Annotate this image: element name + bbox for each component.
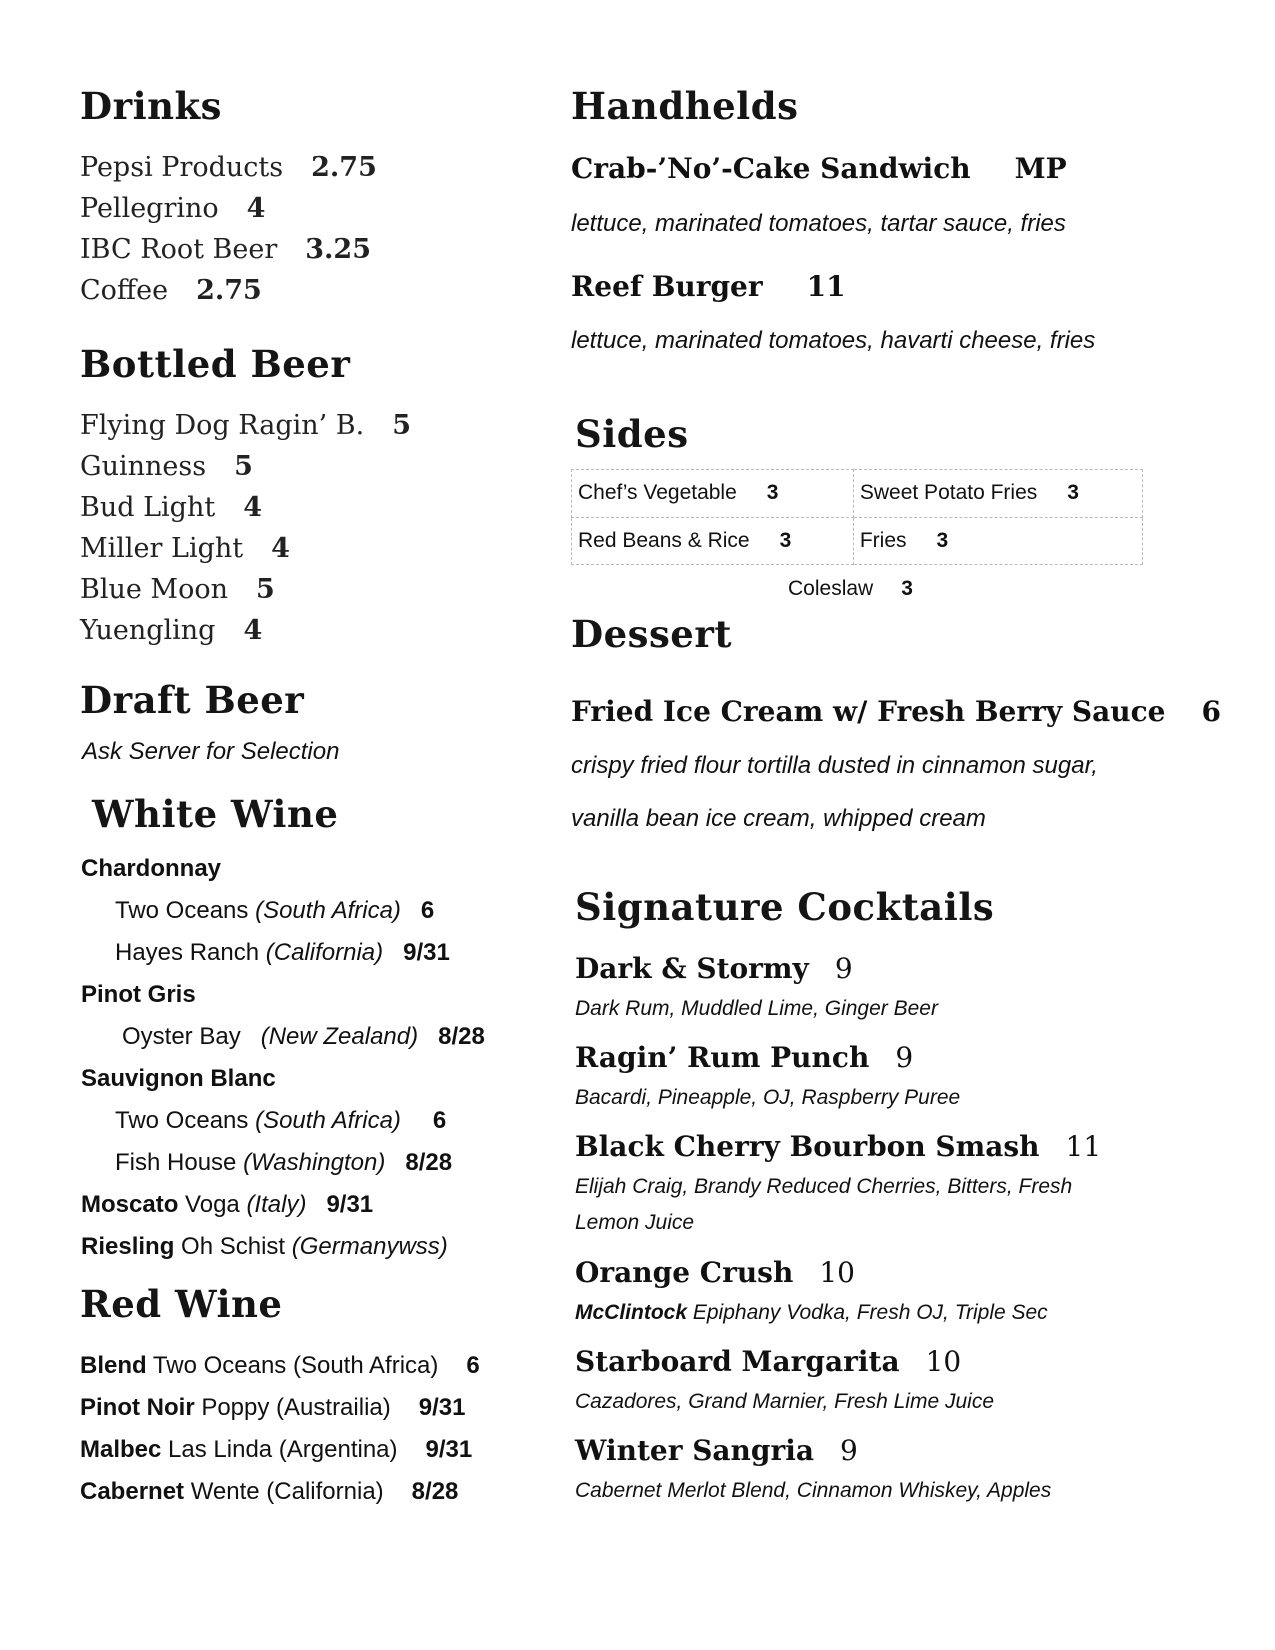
menu-item-desc: Bacardi, Pineapple, OJ, Raspberry Puree <box>575 1086 961 1109</box>
beer-item: Bud Light 4 <box>80 492 262 523</box>
menu-item-title: Crab-’No’-Cake Sandwich MP <box>571 152 1067 185</box>
red-wine-heading: Red Wine <box>80 1282 283 1326</box>
wine-item: Moscato Voga (Italy) 9/31 <box>81 1191 374 1218</box>
cocktails-heading: Signature Cocktails <box>575 885 995 929</box>
menu-item-desc: lettuce, marinated tomatoes, tartar sauce, fries <box>571 210 1066 237</box>
beer-item: Yuengling 4 <box>80 615 263 646</box>
menu-item-title: Starboard Margarita 10 <box>575 1345 962 1378</box>
dessert-heading: Dessert <box>571 612 732 656</box>
table-row <box>572 517 1143 565</box>
menu-item-desc: Lemon Juice <box>575 1211 695 1234</box>
drink-item: Coffee 2.75 <box>80 275 262 306</box>
menu-item-desc: vanilla bean ice cream, whipped cream <box>571 805 986 832</box>
wine-item: Malbec Las Linda (Argentina) 9/31 <box>80 1436 473 1463</box>
beer-item: Miller Light 4 <box>80 533 290 564</box>
draft-beer-note: Ask Server for Selection <box>82 738 340 765</box>
menu-item-title: Winter Sangria 9 <box>575 1434 858 1467</box>
menu-item-desc: Cazadores, Grand Marnier, Fresh Lime Juice <box>575 1390 995 1413</box>
side-cell: Fries 3 <box>853 517 1142 565</box>
wine-item: Hayes Ranch (California) 9/31 <box>115 939 450 966</box>
handhelds-heading: Handhelds <box>571 84 799 128</box>
wine-item: Blend Two Oceans (South Africa) 6 <box>80 1352 480 1379</box>
wine-item: Pinot Noir Poppy (Austrailia) 9/31 <box>80 1394 466 1421</box>
wine-item: Two Oceans (South Africa) 6 <box>115 1107 447 1134</box>
menu-item-desc: McClintock Epiphany Vodka, Fresh OJ, Triple Sec <box>575 1301 1048 1324</box>
menu-item-desc: Elijah Craig, Brandy Reduced Cherries, Bitters, Fresh <box>575 1175 1073 1198</box>
wine-item: Fish House (Washington) 8/28 <box>115 1149 453 1176</box>
beer-item: Blue Moon 5 <box>80 574 275 605</box>
menu-item-title: Orange Crush 10 <box>575 1256 855 1289</box>
wine-varietal-label: Pinot Gris <box>81 981 196 1008</box>
drink-item: Pellegrino 4 <box>80 193 266 224</box>
sides-heading: Sides <box>575 412 689 456</box>
side-cell: Red Beans & Rice 3 <box>572 517 854 565</box>
menu-item-desc: Dark Rum, Muddled Lime, Ginger Beer <box>575 997 938 1020</box>
wine-item: Two Oceans (South Africa) 6 <box>115 897 435 924</box>
drinks-heading: Drinks <box>80 84 223 128</box>
menu-item-desc: crispy fried flour tortilla dusted in cinnamon sugar, <box>571 752 1098 779</box>
drink-item: Pepsi Products 2.75 <box>80 152 377 183</box>
side-cell: Sweet Potato Fries 3 <box>853 470 1142 518</box>
beer-item: Flying Dog Ragin’ B. 5 <box>80 410 412 441</box>
side-cell: Chef’s Vegetable 3 <box>572 470 854 518</box>
menu-item-title: Fried Ice Cream w/ Fresh Berry Sauce 6 <box>571 695 1221 728</box>
beer-item: Guinness 5 <box>80 451 253 482</box>
wine-varietal-label: Chardonnay <box>81 855 222 882</box>
menu-item-title: Ragin’ Rum Punch 9 <box>575 1041 914 1074</box>
white-wine-heading: White Wine <box>92 792 339 836</box>
menu-item-desc: Cabernet Merlot Blend, Cinnamon Whiskey, Apples <box>575 1479 1052 1502</box>
menu-item-title: Reef Burger 11 <box>571 270 846 303</box>
menu-item-desc: lettuce, marinated tomatoes, havarti cheese, fries <box>571 327 1096 354</box>
wine-item: Oyster Bay (New Zealand) 8/28 <box>122 1023 485 1050</box>
drink-item: IBC Root Beer 3.25 <box>80 234 371 265</box>
wine-item: Cabernet Wente (California) 8/28 <box>80 1478 459 1505</box>
side-item: Coleslaw 3 <box>788 577 913 600</box>
menu-item-title: Black Cherry Bourbon Smash 11 <box>575 1130 1102 1163</box>
wine-varietal-label: Sauvignon Blanc <box>81 1065 276 1092</box>
wine-item: Riesling Oh Schist (Germanywss) <box>81 1233 448 1260</box>
draft-beer-heading: Draft Beer <box>80 678 305 722</box>
menu-item-title: Dark & Stormy 9 <box>575 952 853 985</box>
table-row <box>572 470 1143 518</box>
sides-table <box>571 469 1143 565</box>
bottled-beer-heading: Bottled Beer <box>80 342 351 386</box>
